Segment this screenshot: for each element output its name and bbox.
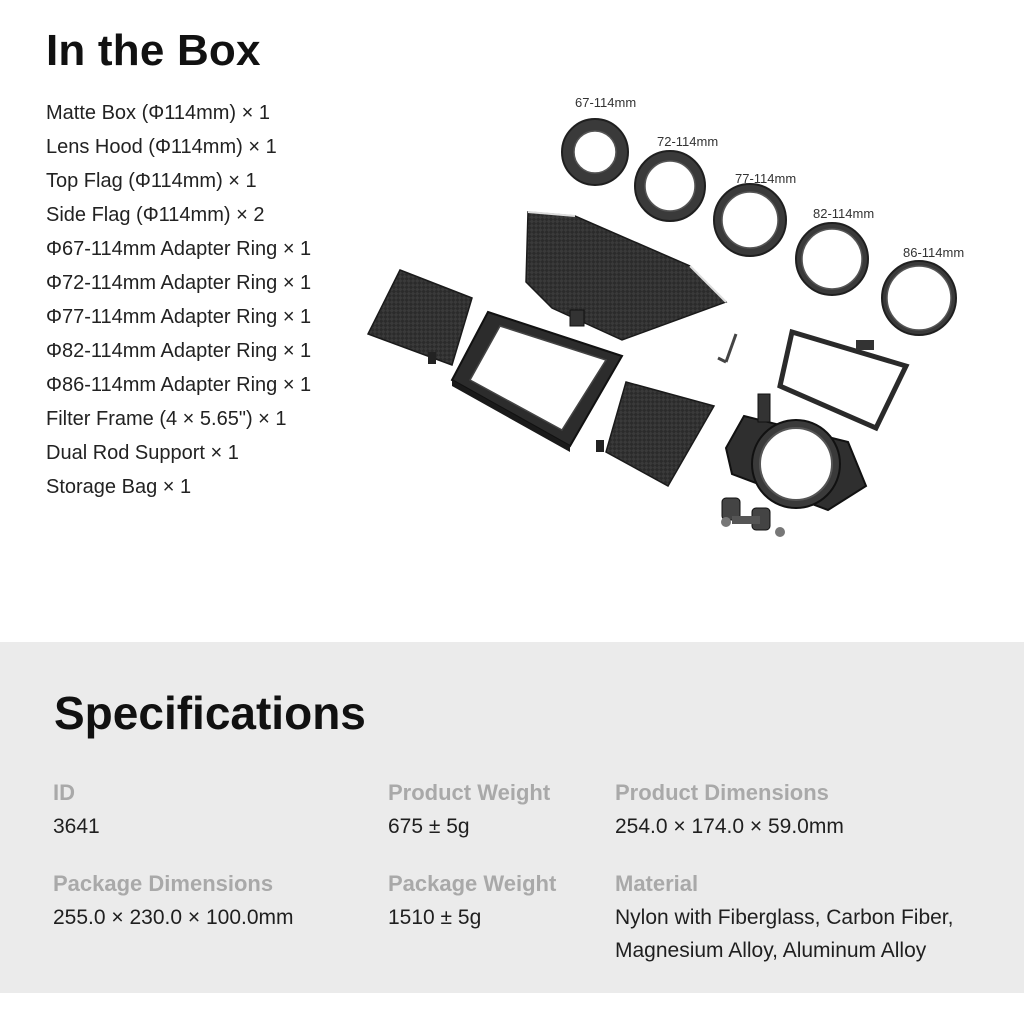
spec-value: 3641	[53, 815, 100, 838]
list-item: Dual Rod Support × 1	[46, 442, 239, 464]
spec-label: Product Dimensions	[615, 780, 829, 805]
spec-package-dimensions	[53, 869, 294, 934]
top-flag	[526, 212, 726, 340]
list-item: Storage Bag × 1	[46, 476, 192, 498]
spec-label: Product Weight	[388, 780, 551, 805]
spec-value-line1: Nylon with Fiberglass, Carbon Fiber,	[615, 906, 954, 929]
filter-frame	[780, 332, 906, 428]
spec-label: Package Weight	[388, 871, 557, 896]
adapter-ring-77	[714, 184, 786, 256]
adapter-ring-86	[882, 261, 956, 335]
ring-label-86: 86-114mm	[903, 245, 965, 260]
hex-key	[718, 334, 736, 362]
spec-label: Package Dimensions	[53, 871, 274, 896]
adapter-ring-82	[796, 223, 868, 295]
list-item: Φ82-114mm Adapter Ring × 1	[46, 340, 312, 362]
spec-value-line2: Magnesium Alloy, Aluminum Alloy	[615, 939, 927, 962]
spec-material	[615, 869, 953, 967]
list-item: Lens Hood (Φ114mm) × 1	[46, 136, 277, 158]
list-item: Φ77-114mm Adapter Ring × 1	[46, 306, 312, 328]
matte-box-mount	[726, 394, 866, 510]
ring-label-67: 67-114mm	[575, 95, 637, 110]
specifications-section	[0, 642, 1024, 993]
list-item: Φ86-114mm Adapter Ring × 1	[46, 374, 312, 396]
spec-value: 675 ± 5g	[388, 815, 470, 838]
matte-box-frame	[452, 310, 622, 452]
spec-product-dimensions	[615, 778, 844, 843]
list-item: Matte Box (Φ114mm) × 1	[46, 102, 270, 124]
spec-id	[53, 778, 100, 843]
list-item: Φ72-114mm Adapter Ring × 1	[46, 272, 312, 294]
list-item: Side Flag (Φ114mm) × 2	[46, 204, 265, 226]
list-item: Filter Frame (4 × 5.65") × 1	[46, 408, 287, 430]
side-flag-left	[368, 270, 472, 365]
spec-value: 255.0 × 230.0 × 100.0mm	[53, 906, 294, 929]
spec-product-weight	[388, 778, 550, 843]
spec-package-weight	[388, 869, 556, 934]
list-item: Top Flag (Φ114mm) × 1	[46, 170, 257, 192]
ring-label-77: 77-114mm	[735, 171, 797, 186]
in-the-box-list	[46, 96, 311, 504]
adapter-ring-72	[635, 151, 705, 221]
spec-value: 1510 ± 5g	[388, 906, 482, 929]
spec-label: Material	[615, 871, 699, 896]
product-illustration	[360, 90, 1000, 560]
spec-value: 254.0 × 174.0 × 59.0mm	[615, 815, 844, 838]
ring-label-72: 72-114mm	[657, 134, 719, 149]
specifications-title: Specifications	[54, 687, 366, 739]
spec-label: ID	[53, 780, 75, 805]
list-item: Φ67-114mm Adapter Ring × 1	[46, 238, 312, 260]
in-the-box-title: In the Box	[46, 26, 261, 75]
side-flag-right	[596, 382, 714, 486]
adapter-ring-67	[562, 119, 628, 185]
ring-label-82: 82-114mm	[813, 206, 875, 221]
